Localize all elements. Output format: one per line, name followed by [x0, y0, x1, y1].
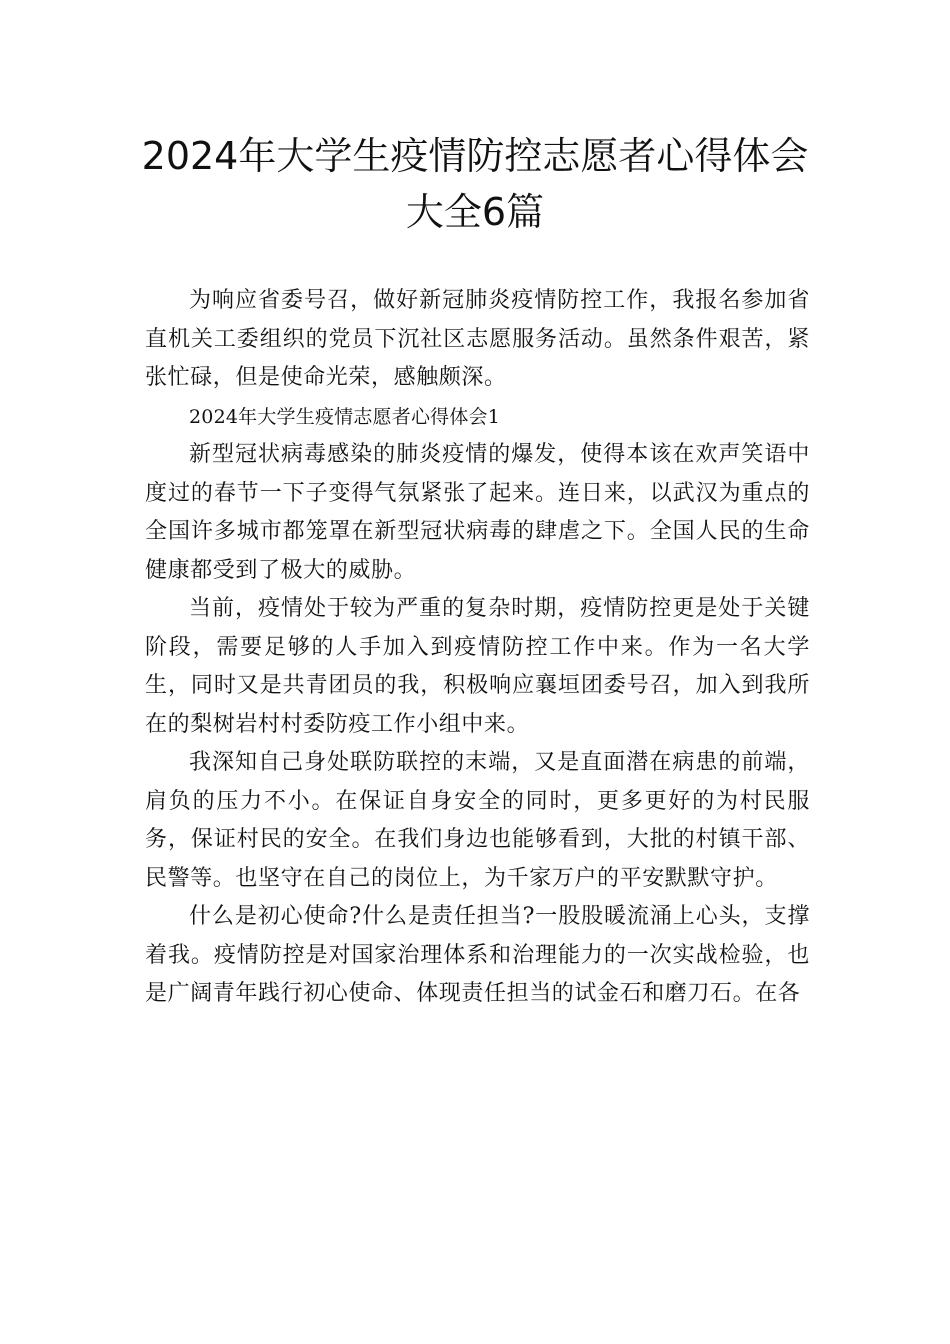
paragraph: 我深知自己身处联防联控的末端，又是直面潜在病患的前端，肩负的压力不小。在保证自身安全的同时，更多更好的为村民服务，保证村民的安全。在我们身边也能够看到，大批的村镇干部、民警等。也坚守在自己的岗位上，为千家万户的平安默默守护。 — [145, 750, 810, 891]
title-line-1: 2024年大学生疫情防控志愿者心得体会 — [141, 134, 809, 178]
section-heading: 2024年大学生疫情志愿者心得体会1 — [189, 405, 501, 428]
paragraph-intro: 为响应省委号召，做好新冠肺炎疫情防控工作，我报名参加省直机关工委组织的党员下沉社区志愿服务活动。虽然条件艰苦，紧张忙碌，但是使命光荣，感触颇深。 — [145, 288, 810, 390]
document-body — [145, 282, 810, 1014]
paragraph: 什么是初心使命?什么是责任担当?一股股暖流涌上心头，支撑着我。疫情防控是对国家治理体系和治理能力的一次实战检验，也是广阔青年践行初心使命、体现责任担当的试金石和磨刀石。在各 — [145, 904, 810, 1006]
document-title — [100, 128, 850, 240]
paragraph: 当前，疫情处于较为严重的复杂时期，疫情防控更是处于关键阶段，需要足够的人手加入到疫情防控工作中来。作为一名大学生，同时又是共青团员的我，积极响应襄垣团委号召，加入到我所在的梨树岩村村委防疫工作小组中来。 — [145, 596, 810, 737]
paragraph: 新型冠状病毒感染的肺炎疫情的爆发，使得本该在欢声笑语中度过的春节一下子变得气氛紧张了起来。连日来，以武汉为重点的全国许多城市都笼罩在新型冠状病毒的肆虐之下。全国人民的生命健康都受到了极大的威胁。 — [145, 442, 810, 583]
title-line-2: 大全6篇 — [405, 190, 545, 234]
